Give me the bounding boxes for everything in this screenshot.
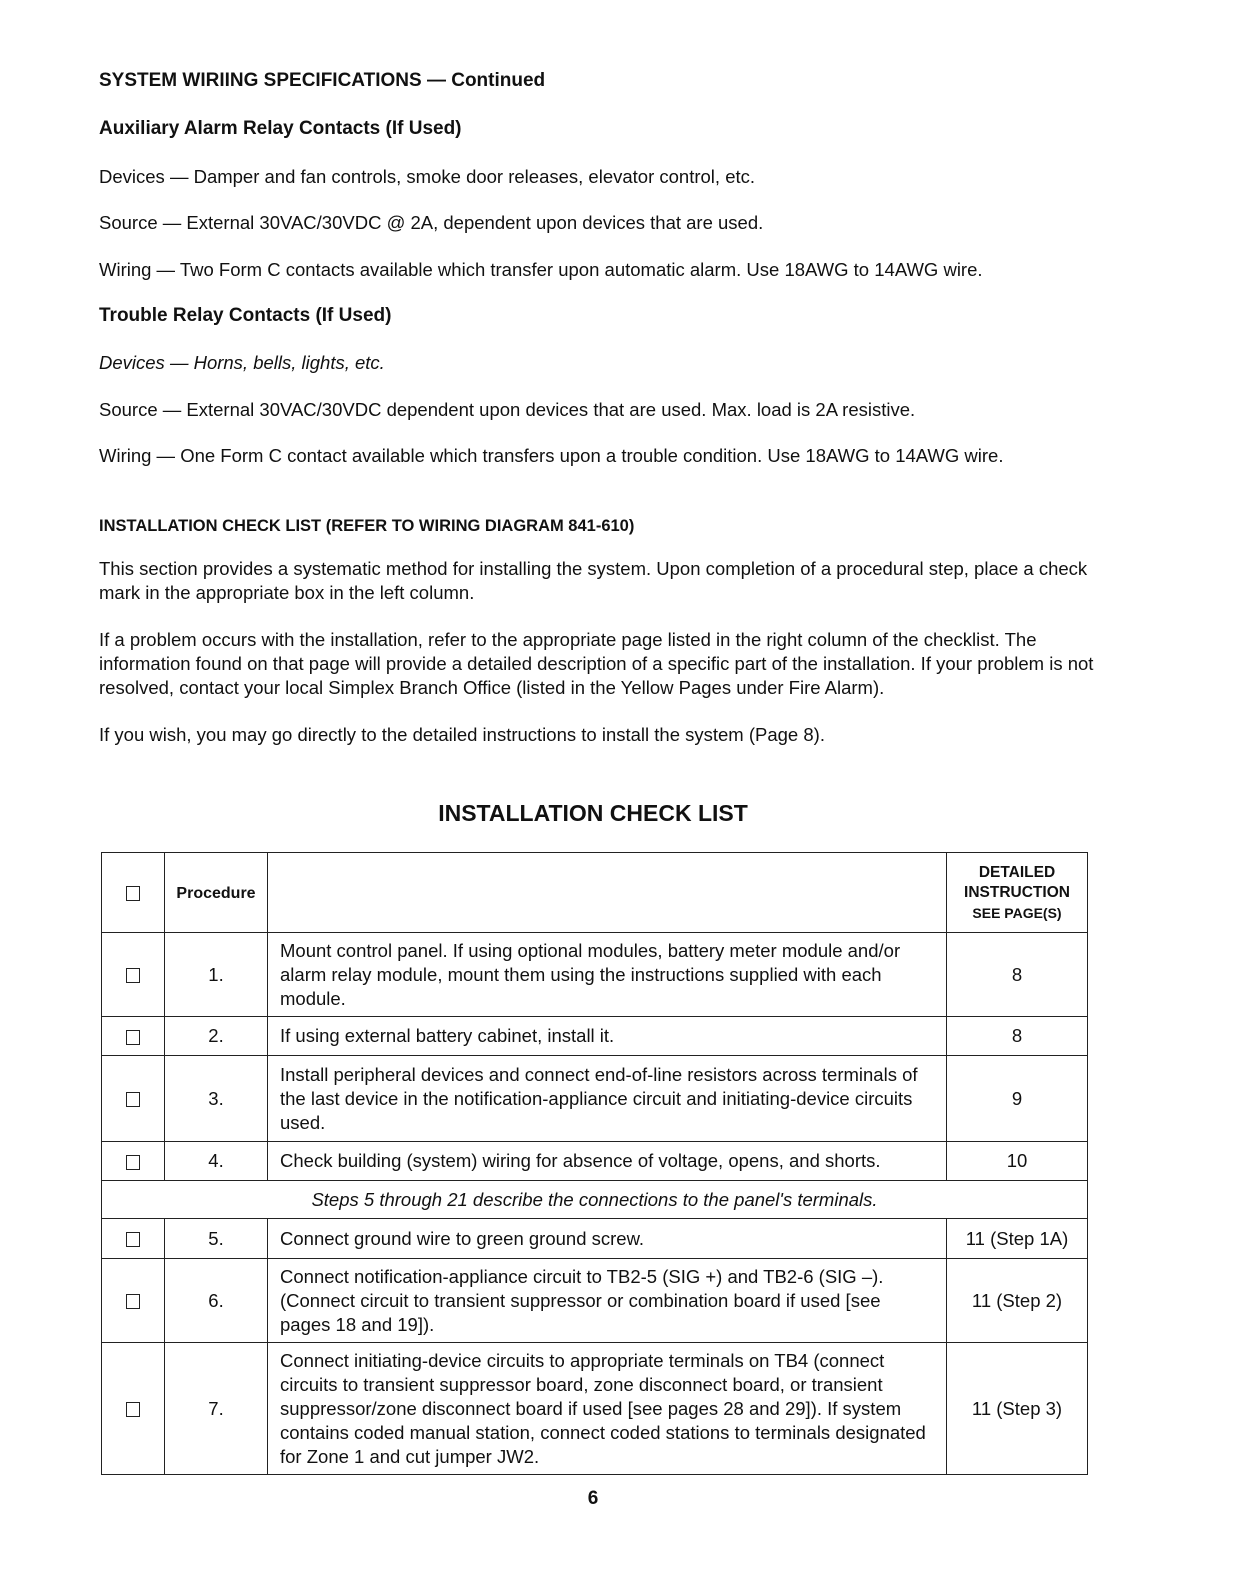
step-page: 9 [947, 1056, 1088, 1142]
step-number: 6. [165, 1259, 268, 1343]
checklist-title: INSTALLATION CHECK LIST [438, 800, 748, 826]
table-row [102, 1056, 1088, 1142]
detail-column-header: DETAILED INSTRUCTION SEE PAGE(S) [964, 863, 1070, 921]
table-row [102, 1343, 1088, 1475]
step-number: 2. [165, 1017, 268, 1056]
auxiliary-heading: Auxiliary Alarm Relay Contacts (If Used) [99, 118, 462, 139]
checklist-note: Steps 5 through 21 describe the connections to the panel's terminals. [102, 1181, 1088, 1219]
step-description: If using external battery cabinet, install it. [268, 1017, 947, 1056]
step-description: Connect ground wire to green ground screw. [268, 1219, 947, 1259]
checkbox-icon[interactable] [126, 968, 140, 983]
page-heading: SYSTEM WIRIING SPECIFICATIONS — Continued [99, 70, 546, 91]
step-page: 8 [947, 1017, 1088, 1056]
step-description: Connect notification-appliance circuit to TB2-5 (SIG +) and TB2-6 (SIG –). (Connect circuit to transient suppressor or combination board if used [see pages 18 and 19]). [268, 1259, 947, 1343]
table-row [102, 1219, 1088, 1259]
step-number: 4. [165, 1142, 268, 1181]
step-page: 11 (Step 3) [947, 1343, 1088, 1475]
checkbox-icon[interactable] [126, 1155, 140, 1170]
trouble-source: Source — External 30VAC/30VDC dependent upon devices that are used. Max. load is 2A resistive. [99, 399, 916, 420]
installation-section-title: INSTALLATION CHECK LIST (REFER TO WIRING DIAGRAM 841-610) [99, 517, 635, 535]
step-description: Connect initiating-device circuits to appropriate terminals on TB4 (connect circuits to transient suppressor board, zone disconnect board, or transient suppressor/zone disconnect board if used [see pages 28 and 29]). If system contains coded manual station, connect coded stations to terminals designated for Zone 1 and cut jumper JW2. [268, 1343, 947, 1475]
trouble-devices: Devices — Horns, bells, lights, etc. [99, 352, 385, 373]
step-number: 7. [165, 1343, 268, 1475]
step-page: 11 (Step 1A) [947, 1219, 1088, 1259]
step-description: Check building (system) wiring for absence of voltage, opens, and shorts. [268, 1142, 947, 1181]
trouble-wiring: Wiring — One Form C contact available which transfers upon a trouble condition. Use 18AWG to 14AWG wire. [99, 445, 1004, 466]
installation-para-1: This section provides a systematic method for installing the system. Upon completion of a procedural step, place a check mark in the appropriate box in the left column. [99, 558, 1088, 603]
installation-para-2: If a problem occurs with the installation, refer to the appropriate page listed in the right column of the checklist. The information found on that page will provide a detailed description of a specific part of the installation. If your problem is not resolved, contact your local Simplex Branch Office (listed in the Yellow Pages under Fire Alarm). [99, 629, 1094, 698]
checklist-table [101, 852, 1088, 1475]
auxiliary-source: Source — External 30VAC/30VDC @ 2A, dependent upon devices that are used. [99, 212, 764, 233]
step-number: 3. [165, 1056, 268, 1142]
auxiliary-devices: Devices — Damper and fan controls, smoke door releases, elevator control, etc. [99, 166, 756, 187]
auxiliary-wiring: Wiring — Two Form C contacts available which transfer upon automatic alarm. Use 18AWG to 14AWG wire. [99, 259, 983, 280]
checkbox-icon[interactable] [126, 1294, 140, 1309]
step-number: 5. [165, 1219, 268, 1259]
checkbox-icon[interactable] [126, 886, 140, 901]
table-row [102, 1142, 1088, 1181]
checkbox-icon[interactable] [126, 1402, 140, 1417]
step-number: 1. [165, 933, 268, 1017]
checklist-note-row [102, 1181, 1088, 1219]
installation-para-3: If you wish, you may go directly to the detailed instructions to install the system (Page 8). [99, 724, 825, 745]
checkbox-icon[interactable] [126, 1232, 140, 1247]
step-description: Mount control panel. If using optional modules, battery meter module and/or alarm relay module, mount them using the instructions supplied with each module. [268, 933, 947, 1017]
checkbox-icon[interactable] [126, 1030, 140, 1045]
step-page: 8 [947, 933, 1088, 1017]
checklist-header-row [102, 853, 1088, 933]
table-row [102, 1017, 1088, 1056]
procedure-column-header: Procedure [176, 884, 256, 902]
page-number: 6 [587, 1488, 599, 1509]
step-page: 10 [947, 1142, 1088, 1181]
checkbox-icon[interactable] [126, 1092, 140, 1107]
table-row [102, 933, 1088, 1017]
trouble-heading: Trouble Relay Contacts (If Used) [99, 305, 392, 326]
step-description: Install peripheral devices and connect end-of-line resistors across terminals of the last device in the notification-appliance circuit and initiating-device circuits used. [268, 1056, 947, 1142]
table-row [102, 1259, 1088, 1343]
step-page: 11 (Step 2) [947, 1259, 1088, 1343]
